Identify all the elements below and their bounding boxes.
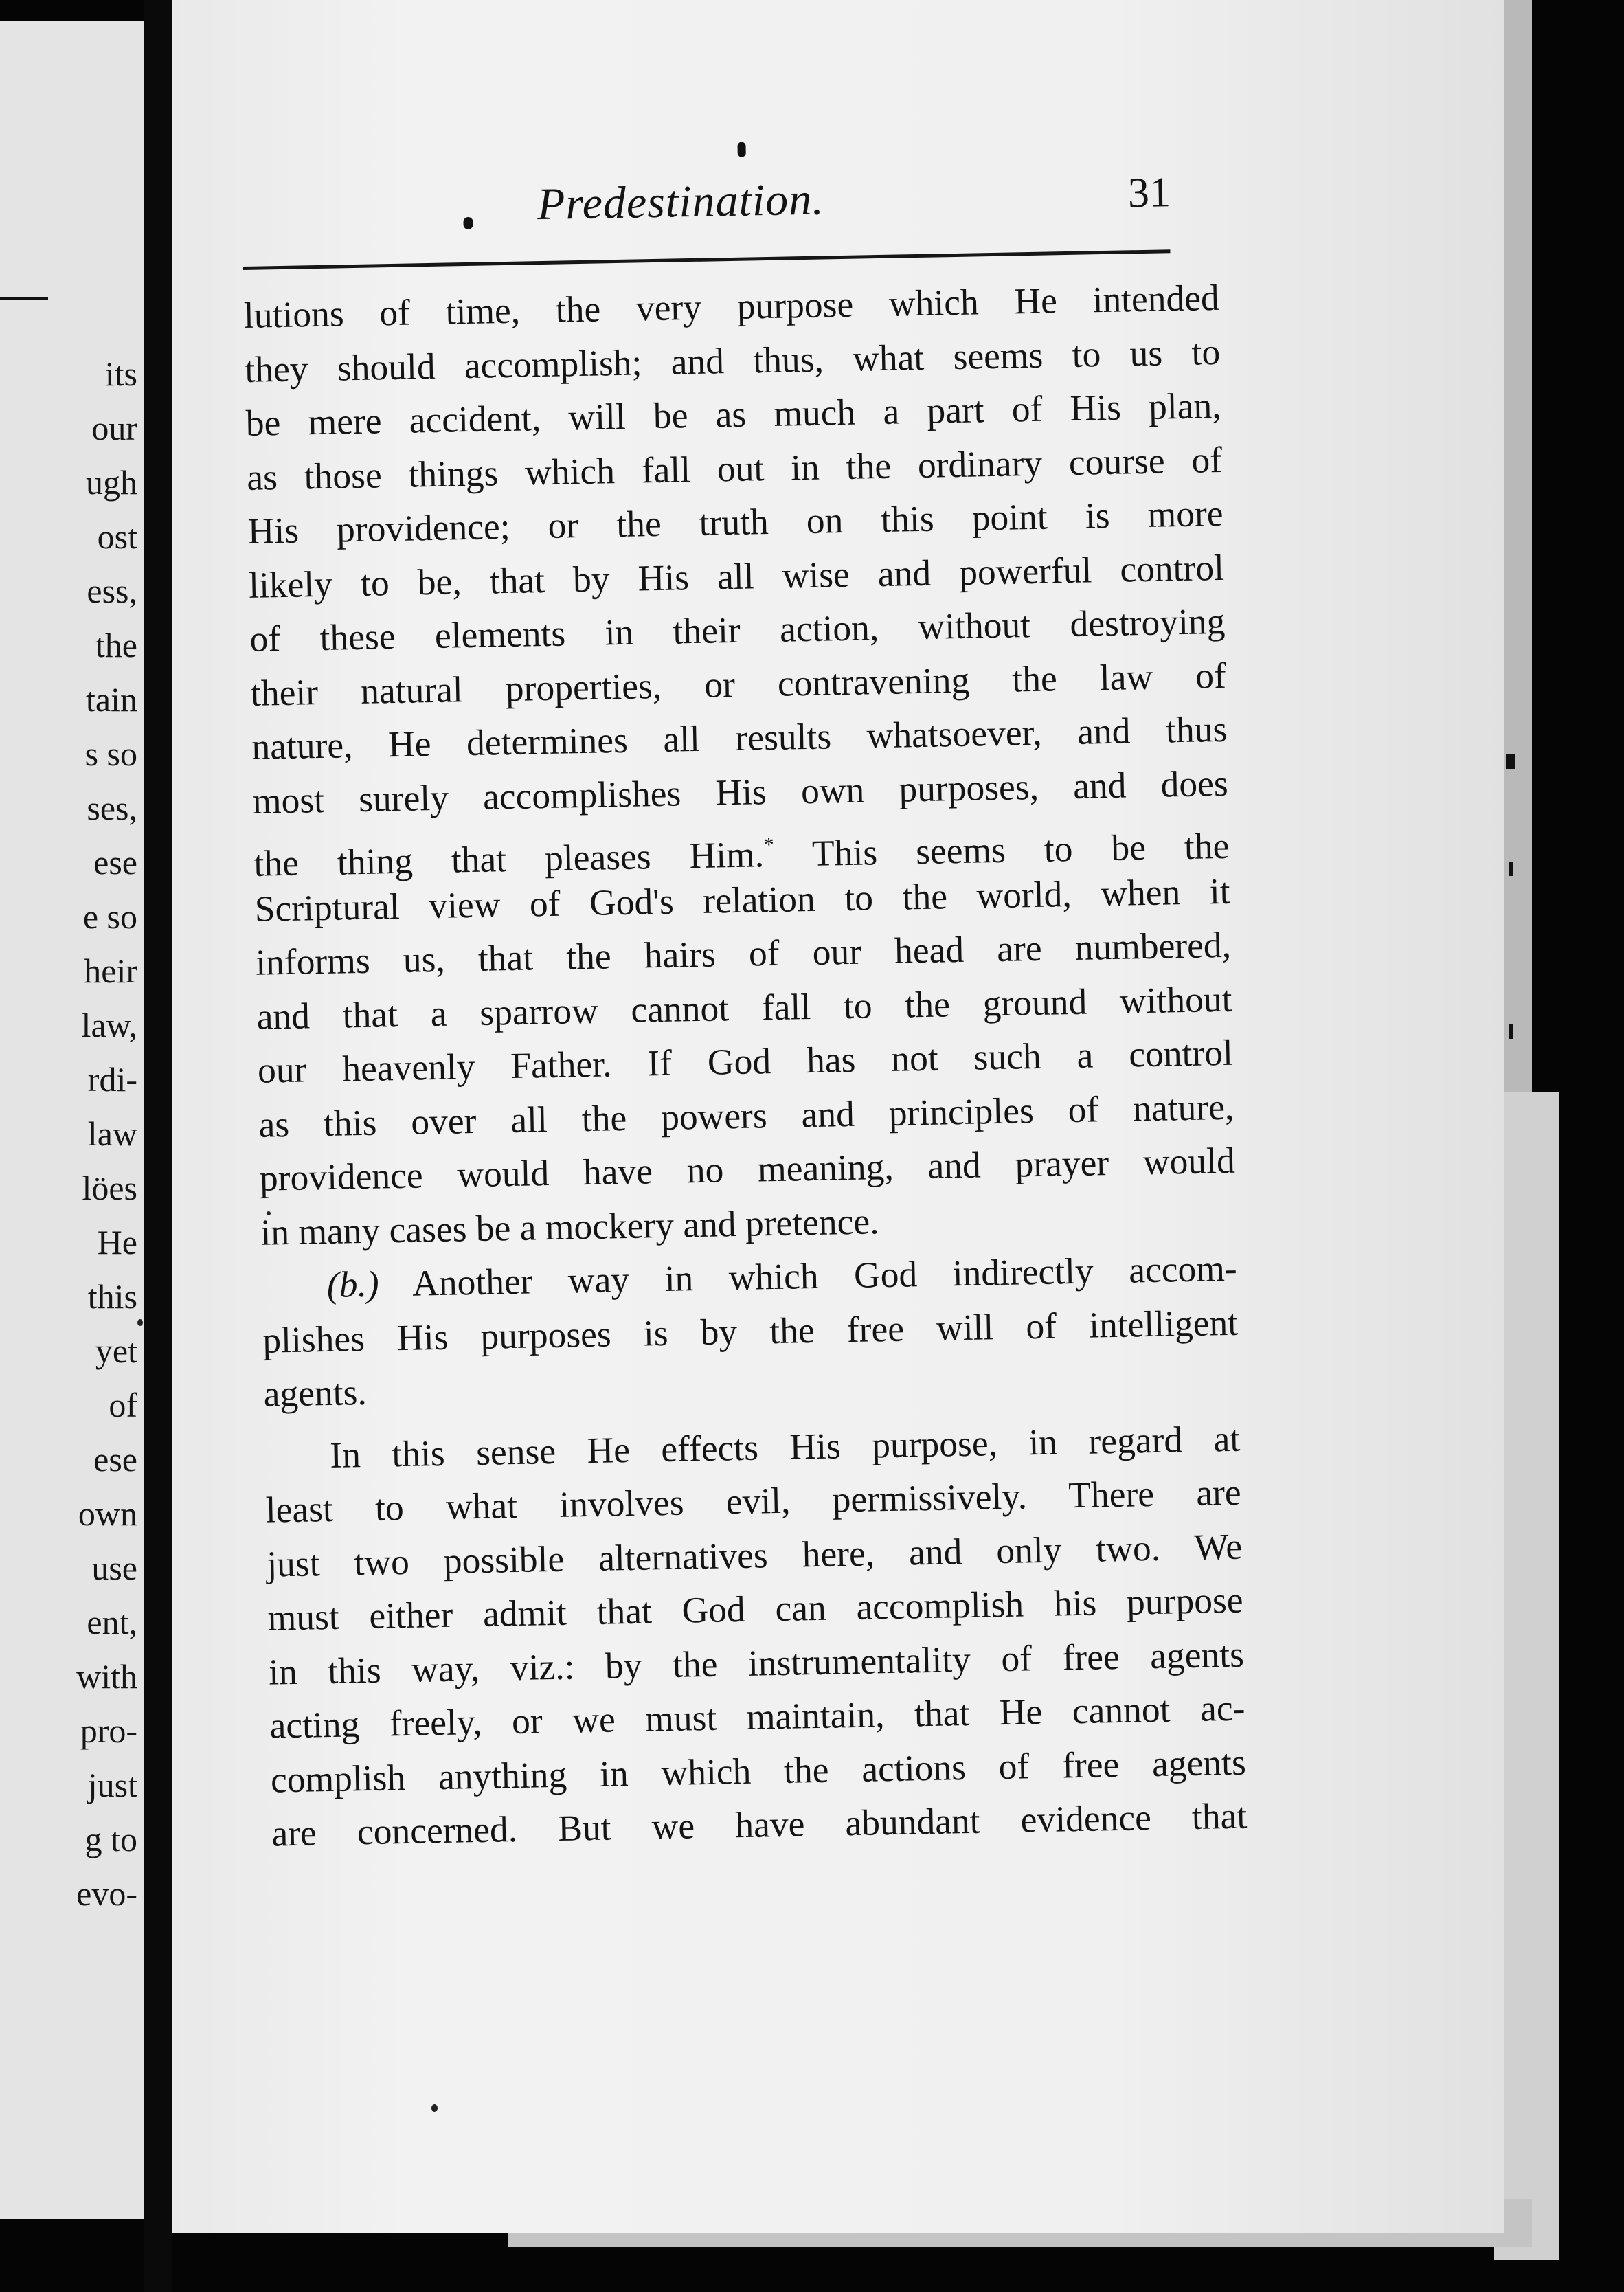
text-line: in this way, viz.: by the instrumentality of free agents <box>268 1633 1245 1693</box>
edge-speck <box>1506 754 1515 769</box>
text-line: must either admit that God can accomplish his purpose <box>267 1579 1243 1639</box>
text-line: agents. <box>263 1371 368 1415</box>
text-line: informs us, that the hairs of our head are numbered, <box>255 923 1232 983</box>
text-line: complish anything in which the actions of free agents <box>270 1741 1247 1801</box>
body-text <box>243 271 1248 1861</box>
text-line: His providence; or the truth on this point is more <box>247 492 1223 552</box>
text-line: are concerned. But we have abundant evidence that <box>271 1795 1248 1854</box>
text-line: acting freely, or we must maintain, that He cannot ac- <box>269 1687 1245 1746</box>
page-number: 31 <box>1127 169 1171 217</box>
running-head <box>240 113 1218 234</box>
text-line: as this over all the powers and principles of nature, <box>258 1086 1234 1145</box>
text-line: In this sense He effects His purpose, in regard at <box>329 1417 1241 1476</box>
left-fragment: tain <box>86 680 137 719</box>
page-content <box>240 113 1248 1861</box>
text-line: least to what involves evil, permissively. There are <box>265 1471 1242 1531</box>
paragraph-marker: (b.) <box>326 1263 380 1305</box>
text-line: plishes His purposes is by the free will of intelligent <box>262 1301 1239 1361</box>
text-line: their natural properties, or contravening the law of <box>250 654 1227 714</box>
edge-speck <box>1509 862 1513 876</box>
left-fragment: ugh <box>86 463 137 502</box>
left-fragment: ost <box>97 517 137 556</box>
left-fragment: law, <box>81 1006 137 1044</box>
left-fragment: He <box>97 1223 137 1261</box>
left-facing-page <box>0 21 144 2219</box>
text-segment: Another way in which God indirectly accom- <box>379 1247 1238 1305</box>
left-fragment: ese <box>93 1440 137 1479</box>
left-fragment: just <box>87 1766 137 1804</box>
left-fragment: ese <box>93 843 137 881</box>
left-fragment: s so <box>84 734 137 773</box>
left-fragment: evo- <box>76 1874 137 1913</box>
text-line: lutions of time, the very purpose which He intended <box>243 276 1220 336</box>
text-line: Scriptural view of God's relation to the world, when it <box>254 870 1231 930</box>
left-page-text-fragments <box>76 347 137 1921</box>
left-fragment: rdi- <box>87 1060 137 1099</box>
text-line: providence would have no meaning, and prayer would <box>259 1139 1236 1199</box>
left-fragment: ess, <box>87 572 137 610</box>
text-line: just two possible alternatives here, and only two. We <box>266 1525 1243 1585</box>
book-page <box>172 0 1504 2233</box>
text-line: likely to be, that by His all wise and powerful control <box>248 546 1225 606</box>
left-fragment: yet <box>95 1332 137 1370</box>
page-speck <box>431 2104 438 2112</box>
head-rule <box>243 249 1171 270</box>
left-fragment: heir <box>84 952 137 990</box>
text-line: and that a sparrow cannot fall to the ground without <box>256 978 1232 1037</box>
left-fragment: this <box>87 1277 137 1316</box>
text-line: they should accomplish; and thus, what seems to us to <box>244 330 1221 390</box>
left-fragment: own <box>78 1494 137 1533</box>
page-title: Predestination. <box>537 174 825 230</box>
left-fragment: ses, <box>87 789 137 827</box>
left-fragment: with <box>76 1657 137 1696</box>
text-line: as those things which fall out in the ordinary course of <box>246 438 1223 498</box>
page-speck <box>137 1319 143 1326</box>
book-gutter-shadow <box>144 0 172 2292</box>
footnote-marker: * <box>763 833 775 857</box>
left-fragment: our <box>91 409 137 447</box>
text-line: most surely accomplishes His own purposes, and does <box>252 762 1229 822</box>
text-line: our heavenly Father. If God has not such a control <box>257 1031 1234 1091</box>
text-segment: the thing that pleases Him. <box>253 833 765 884</box>
left-fragment: g to <box>84 1820 137 1858</box>
left-fragment: law <box>87 1114 137 1153</box>
text-line: of these elements in their action, without destroying <box>249 600 1226 660</box>
ink-speck <box>737 142 745 157</box>
left-fragment: use <box>91 1549 137 1587</box>
text-line: nature, He determines all results whatsoever, and thus <box>251 708 1228 767</box>
left-fragment: ent, <box>87 1603 137 1641</box>
left-fragment: its <box>104 355 137 393</box>
text-line: in many cases be a mockery and pretence. <box>260 1200 879 1253</box>
text-line: be mere accident, will be as much a part of His plan, <box>245 384 1222 444</box>
left-fragment: löes <box>82 1169 137 1207</box>
left-fragment: pro- <box>80 1711 137 1750</box>
left-fragment: the <box>95 626 137 664</box>
left-fragment: e so <box>82 897 137 936</box>
left-page-head-rule <box>0 297 48 300</box>
edge-speck <box>1509 1024 1513 1039</box>
ink-speck <box>463 217 473 229</box>
text-segment: This seems to be the <box>774 824 1230 875</box>
left-fragment: of <box>109 1386 137 1424</box>
